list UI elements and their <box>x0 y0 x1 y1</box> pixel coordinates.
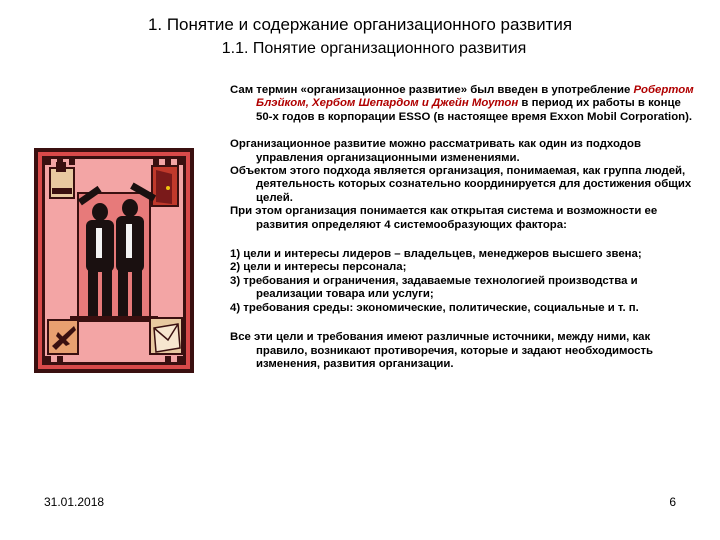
factor-item: 1) цели и интересы лидеров – владельцев, менеджеров высшего звена; <box>230 248 642 261</box>
factor-item: 4) требования среды: экономические, политические, социальные и т. п. <box>230 301 639 314</box>
businessmen-telescope-illustration <box>34 148 194 373</box>
stamp-icon <box>50 162 74 198</box>
slide-page-number: 6 <box>669 495 676 509</box>
factor-item: 3) требования и ограничения, задаваемые технологией производства и реализации товара или услуги; <box>230 274 638 301</box>
paragraph-open-system: При этом организация понимается как открытая система и возможности ее развития определяют 4 системообразующих фактора: <box>230 205 658 231</box>
authors-names: Робертом Блэйком, Хербом Шепардом и Джейн Моутон <box>256 84 694 110</box>
slide-date: 31.01.2018 <box>44 495 105 509</box>
paragraph-object: Объектом этого подхода является организация, понимаемая, как группа людей, деятельность которых сознательно координируется для достижения общих целей. <box>230 165 692 204</box>
paragraph-definition: Организационное развитие можно рассматривать как один из подходов управления организационными изменениями. <box>230 138 641 164</box>
paragraph-term-origin: Сам термин «организационное развитие» был введен в употребление Робертом Блэйком, Хербом Шепардом и Джейн Моутон в период их работы в конце 50-х годов в корпорации ESSO (в настоящее время Exxon Mobil Corporation). <box>230 84 694 123</box>
envelope-icon <box>150 318 182 354</box>
door-icon <box>152 166 178 206</box>
slide-subtitle: 1.1. Понятие организационного развития <box>221 40 527 57</box>
slide-title: 1. Понятие и содержание организационного развития <box>147 15 573 34</box>
paragraph-conclusion: Все эти цели и требования имеют различные источники, между ними, как правило, возникают противоречия, которые и задают необходимость изменения, развития организации. <box>230 331 654 370</box>
airplane-icon <box>48 320 78 354</box>
factor-item: 2) цели и интересы персонала; <box>230 261 407 274</box>
slide-body <box>230 84 700 371</box>
